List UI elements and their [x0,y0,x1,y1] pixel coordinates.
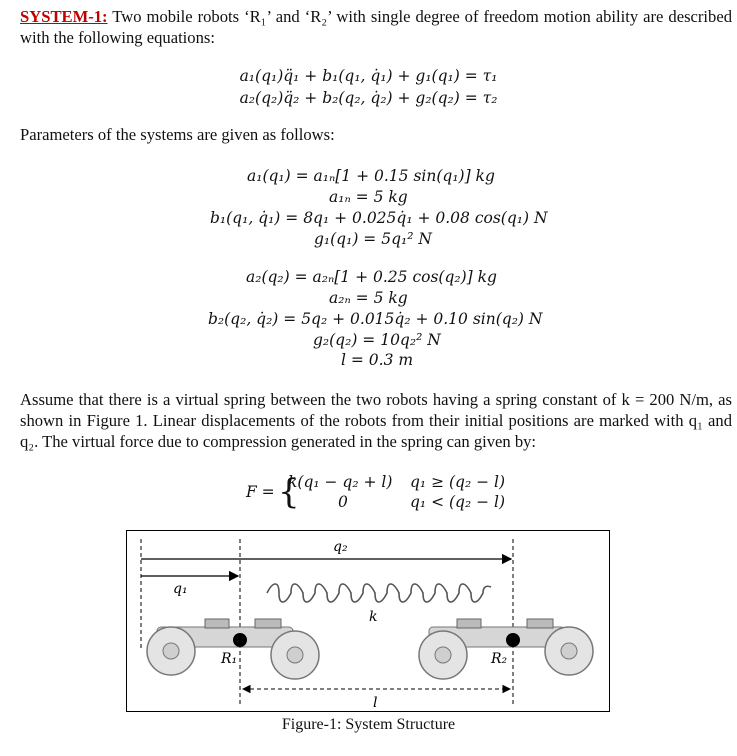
intro-text: Two mobile robots ‘R₁’ and ‘R₂’ with single degree of freedom motion ability are described with the following equations: [20,7,732,47]
robot-r1 [147,619,319,679]
param-g1: g₁(q₁) = 5q₁² N [314,230,432,248]
param-b1: b₁(q₁, q̇₁) = 8q₁ + 0.025q̇₁ + 0.08 cos(q₁) N [210,209,548,227]
force-case2-cond: q₁ < (q₂ − l) [410,493,506,511]
q1-label: q₁ [173,581,188,597]
force-brace: { [278,472,300,512]
param-a2n: a₂ₙ = 5 kg [329,289,408,307]
params-intro: Parameters of the systems are given as follows: [20,125,335,144]
equation-robot-2: a₂(q₂)q̈₂ + b₂(q₂, q̇₂) + g₂(q₂) = τ₂ [239,89,498,107]
param-l: l = 0.3 m [341,351,414,369]
q2-label: q₂ [333,539,348,555]
system-structure-diagram [127,531,611,713]
spring [267,584,491,602]
k-label: k [369,609,378,625]
r1-label: R₁ [221,651,238,667]
robot-r2 [419,619,593,679]
force-case1-cond: q₁ ≥ (q₂ − l) [410,473,506,491]
force-case2-expr: 0 [338,493,348,511]
spring-paragraph: Assume that there is a virtual spring between the two robots having a spring constant of k = 200 N/m, as shown in Figure 1. Linear displacements of the robots from their initial positions are marked with q₁ and q₂. The virtual force due to compression generated in the spring can given by: [20,390,732,451]
force-case1-expr: k(q₁ − q₂ + l) [288,473,393,491]
param-b2: b₂(q₂, q̇₂) = 5q₂ + 0.015q̇₂ + 0.10 sin(q₂) N [208,310,543,328]
param-a1: a₁(q₁) = a₁ₙ[1 + 0.15 sin(q₁)] kg [247,167,495,185]
r2-label: R₂ [491,651,508,667]
param-a2: a₂(q₂) = a₂ₙ[1 + 0.25 cos(q₂)] kg [246,268,497,286]
force-lhs: F = [246,483,275,501]
equation-robot-1: a₁(q₁)q̈₁ + b₁(q₁, q̇₁) + g₁(q₁) = τ₁ [239,67,498,85]
param-a1n: a₁ₙ = 5 kg [329,188,408,206]
intro-paragraph [20,6,732,48]
l-label: l [373,695,378,711]
system-title: SYSTEM-1: [20,7,108,26]
param-g2: g₂(q₂) = 10q₂² N [313,331,441,349]
figure-caption: Figure-1: System Structure [281,716,456,733]
figure-frame [126,530,610,712]
